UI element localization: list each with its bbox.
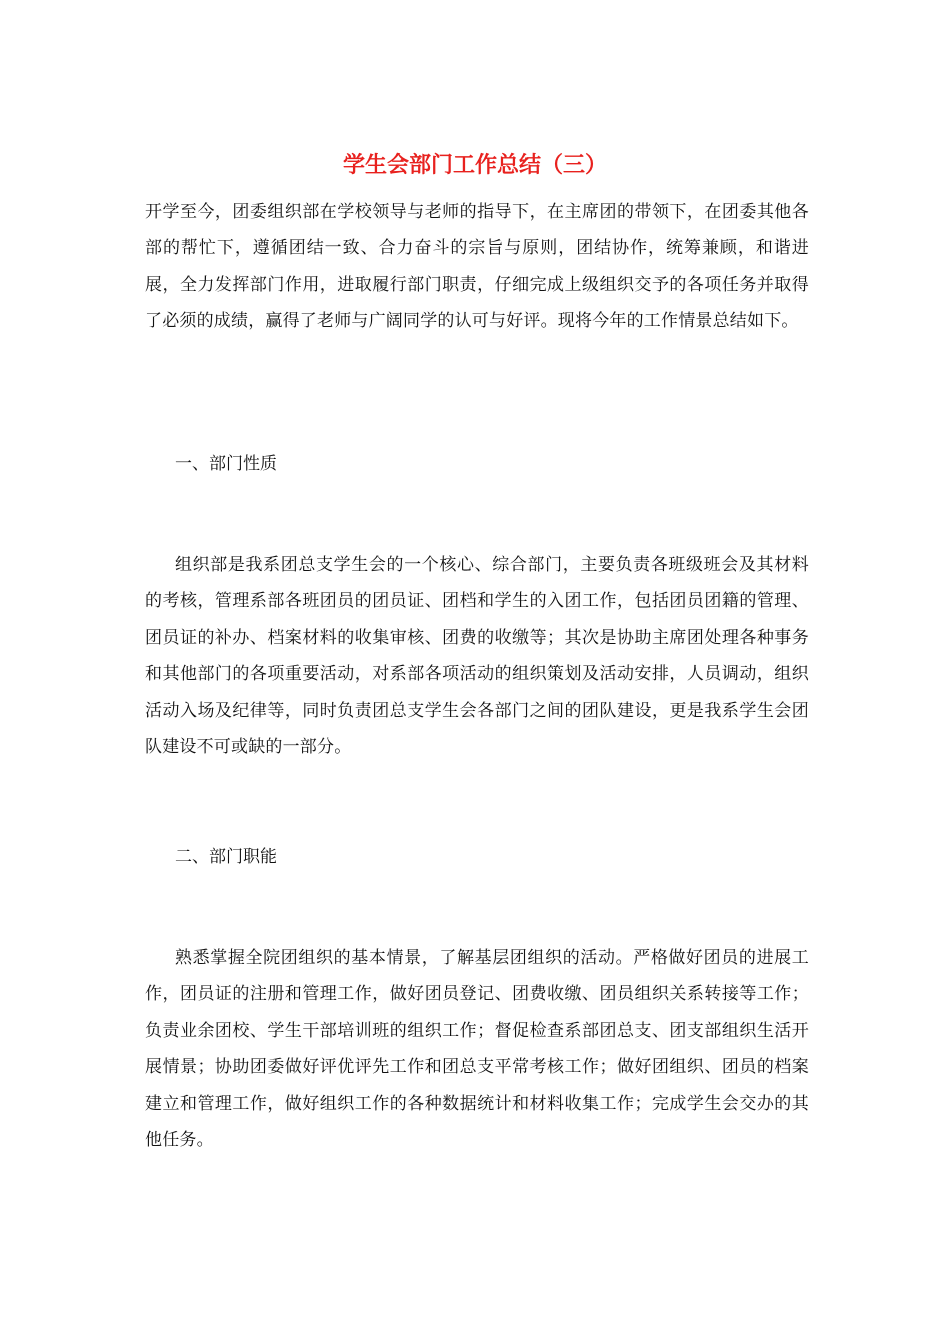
section-heading-department-nature: 一、部门性质 bbox=[175, 454, 277, 474]
section-body-department-nature: 组织部是我系团总支学生会的一个核心、综合部门，主要负责各班级班会及其材料的考核，管理系部各班团员的团员证、团档和学生的入团工作，包括团员团籍的管理、团员证的补办、档案材料的收集审核、团费的收缴等；其次是协助主席团处理各种事务和其他部门的各项重要活动，对系部各项活动的组织策划及活动安排，人员调动，组织活动入场及纪律等，同时负责团总支学生会各部门之间的团队建设，更是我系学生会团队建设不可或缺的一部分。 bbox=[145, 555, 809, 758]
section-body-department-functions: 熟悉掌握全院团组织的基本情景，了解基层团组织的活动。严格做好团员的进展工作，团员证的注册和管理工作，做好团员登记、团费收缴、团员组织关系转接等工作；负责业余团校、学生干部培训班的组织工作；督促检查系部团总支、团支部组织生活开展情景；协助团委做好评优评先工作和团总支平常考核工作；做好团组织、团员的档案建立和管理工作，做好组织工作的各种数据统计和材料收集工作；完成学生会交办的其他任务。 bbox=[145, 948, 809, 1151]
document-title: 学生会部门工作总结（三） bbox=[342, 153, 607, 178]
intro-paragraph: 开学至今，团委组织部在学校领导与老师的指导下，在主席团的带领下，在团委其他各部的帮忙下，遵循团结一致、合力奋斗的宗旨与原则，团结协作，统筹兼顾，和谐进展，全力发挥部门作用，进取履行部门职责，仔细完成上级组织交予的各项任务并取得了必须的成绩，赢得了老师与广阔同学的认可与好评。现将今年的工作情景总结如下。 bbox=[145, 202, 809, 332]
section-heading-department-functions: 二、部门职能 bbox=[175, 847, 277, 867]
